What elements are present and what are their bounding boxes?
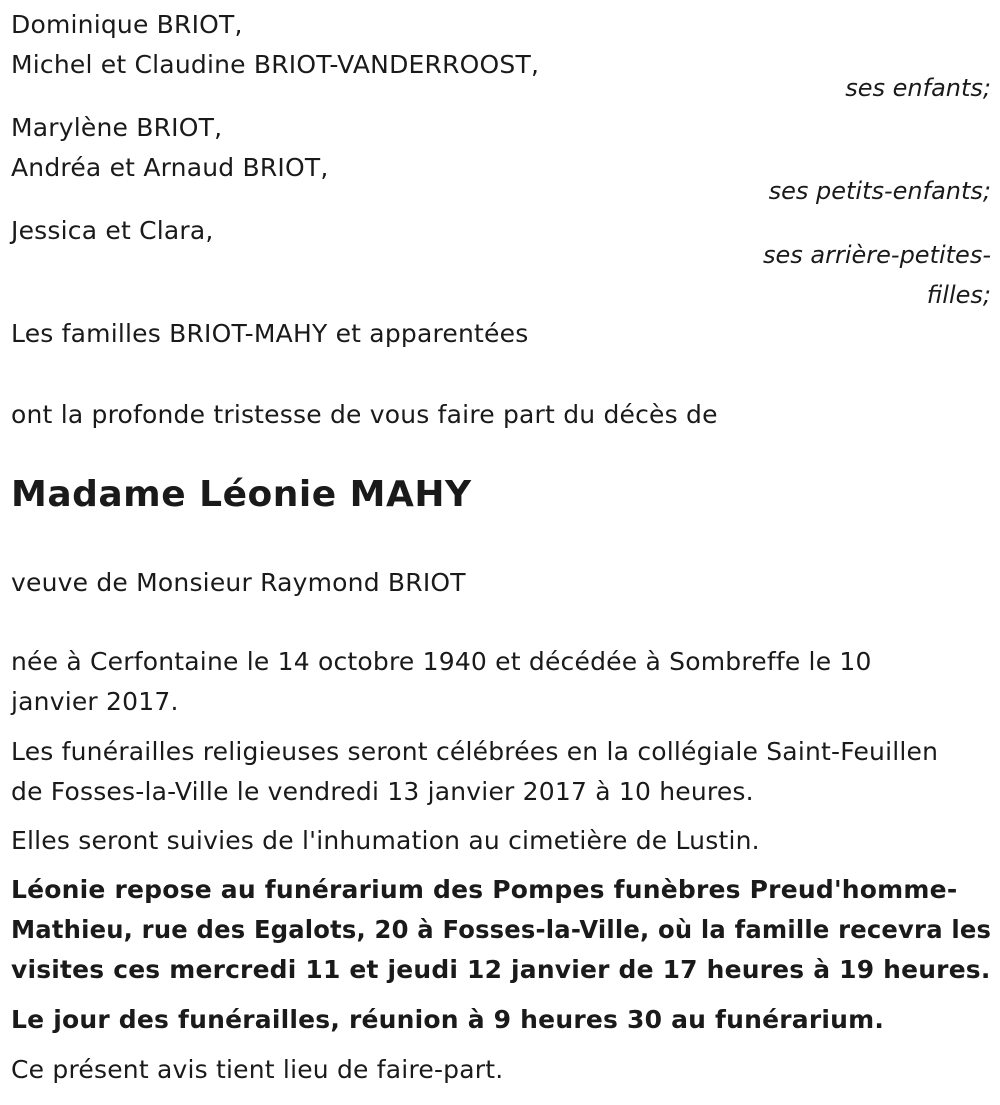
child-line-2: Michel et Claudine BRIOT-VANDERROOST, bbox=[11, 50, 540, 79]
notice-line: Ce présent avis tient lieu de faire-part. bbox=[11, 1055, 504, 1084]
children-role: ses enfants; bbox=[845, 74, 991, 102]
birth-death-line-2: janvier 2017. bbox=[11, 687, 179, 716]
great-grandchildren-role-line-2: filles; bbox=[926, 281, 991, 309]
visits-line-2: Mathieu, rue des Egalots, 20 à Fosses-la-Ville, où la famille recevra les bbox=[11, 915, 992, 944]
announcement: ont la profonde tristesse de vous faire part du décès de bbox=[11, 400, 718, 429]
meeting-line: Le jour des funérailles, réunion à 9 heures 30 au funérarium. bbox=[11, 1005, 885, 1034]
burial-line: Elles seront suivies de l'inhumation au cimetière de Lustin. bbox=[11, 826, 760, 855]
widow-of: veuve de Monsieur Raymond BRIOT bbox=[11, 568, 466, 597]
child-line-1: Dominique BRIOT, bbox=[11, 10, 243, 39]
families-line: Les familles BRIOT-MAHY et apparentées bbox=[11, 319, 529, 348]
ceremony-line-1: Les funérailles religieuses seront célébrées en la collégiale Saint-Feuillen bbox=[11, 737, 939, 766]
visits-line-3: visites ces mercredi 11 et jeudi 12 janvier de 17 heures à 19 heures. bbox=[11, 955, 991, 984]
visits-line-1: Léonie repose au funérarium des Pompes funèbres Preud'homme- bbox=[11, 875, 958, 904]
grandchild-line-2: Andréa et Arnaud BRIOT, bbox=[11, 153, 329, 182]
deceased-name: Madame Léonie MAHY bbox=[11, 474, 472, 515]
grandchild-line-1: Marylène BRIOT, bbox=[11, 113, 223, 142]
great-grandchildren-role-line-1: ses arrière-petites- bbox=[763, 241, 991, 269]
birth-death-line-1: née à Cerfontaine le 14 octobre 1940 et décédée à Sombreffe le 10 bbox=[11, 647, 872, 676]
ceremony-line-2: de Fosses-la-Ville le vendredi 13 janvier 2017 à 10 heures. bbox=[11, 777, 754, 806]
great-grandchildren: Jessica et Clara, bbox=[11, 216, 214, 245]
grandchildren-role: ses petits-enfants; bbox=[768, 177, 991, 205]
